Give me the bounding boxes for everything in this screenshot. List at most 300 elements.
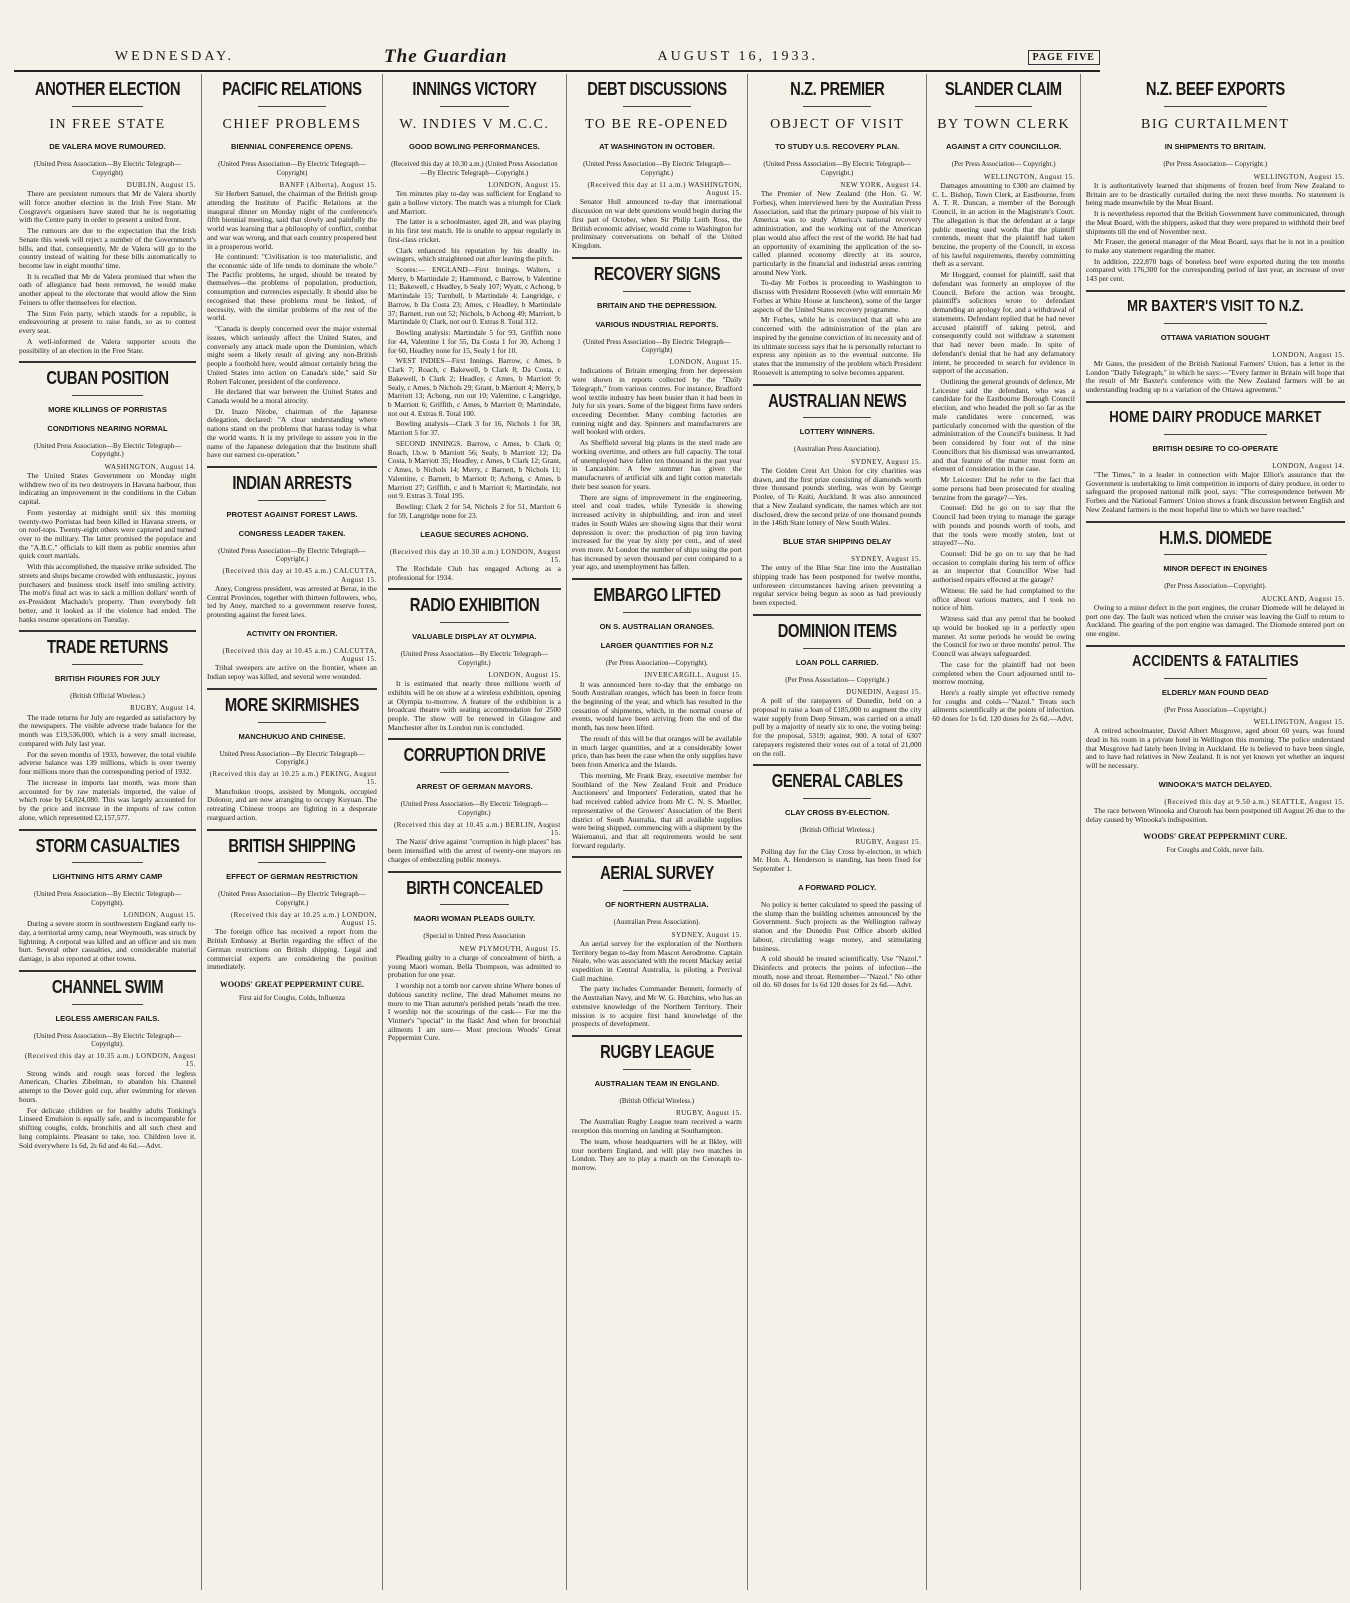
headline-rule xyxy=(72,1004,143,1005)
headline-rule xyxy=(258,106,326,107)
news-column xyxy=(14,74,202,1590)
story-section-paragraph: The entry of the Blue Star line into the Australian shipping trade has been postponed for twelve months, unforeseen circumstances having arisen preventing a regular service being begun as soon as had previously been expected. xyxy=(752,563,922,608)
story-paragraph: Bowling: Clark 2 for 54, Nichols 2 for 51, Marriott 6 for 59, Langridge none for 23. xyxy=(387,502,561,520)
story-paragraph: Bowling analysis: Martindale 5 for 93, Griffith none for 44, Valentine 1 for 55, Da Costa 1 for 30, Achong 1 for 60, Headley none for 15, Sealy 1 for 10. xyxy=(387,328,561,355)
story-paragraph: Outlining the general grounds of defence, Mr Leicester said the defendant, who was a candidate for the Eastbourne Borough Council election, and who headed the poll so far as the male candidates were concerned, was particularly concerned with the question of the administration of the Council's business. It had been considered by four out of the nine Councillors that his dismissal was unwarranted, and that feature of the matter must form an element of consideration in the case. xyxy=(932,377,1075,474)
story-headline: INDIAN ARRESTS xyxy=(232,473,352,494)
headline-rule xyxy=(623,890,691,891)
story-paragraph: The case for the plaintiff had not been completed when the Court adjourned until to-morrow morning. xyxy=(932,659,1075,687)
story-paragraph: With this accomplished, the massive strike subsided. The streets and shops became crowded with enthusiastic, joyous purchasers and business stock itself into smiling activity. The mob's final act was to sack a million dollars' worth of ex-President Machado's property. Then everybody felt better, and it looked as if the violence had ended. The banks resume operations on Tuesday. xyxy=(19,562,197,624)
story-dateline: (Received this day at 10.25 a.m.) LONDON, August 15. xyxy=(230,910,377,928)
story-paragraph: Manchukuo troops, assisted by Mongols, occupied Dolonor, and are now arranging to occupy Kuyuan. The retreating Chinese troops are fighting in a desperate rearguard action. xyxy=(207,786,377,822)
story-headline: BRITISH SHIPPING xyxy=(228,835,356,856)
story-paragraph: Mr Gates, the president of the British National Farmers' Union, has a letter in the London "Daily Telegraph," in which he says:—"Every farmer in Britain will hope that the result of Mr Baxter's conference with the New Zealand farmers will be an understanding leading up to a variation of the Ottawa agreement." xyxy=(1085,358,1345,395)
news-story xyxy=(388,80,561,582)
story-credit: (United Press Association—By Electric Telegraph—Copyright.) xyxy=(400,650,549,667)
advertisement-heading: WOODS' GREAT PEPPERMINT CURE. xyxy=(1143,832,1288,842)
story-deck: BRITISH FIGURES FOR JULY xyxy=(54,674,161,684)
story-paragraph: The Golden Crest Art Union for city charities was drawn, and the first prize consisting of diamonds worth three thousand pounds sterling, was won by George Poolee, of Te Kuiti, Auckland. It was also announced that a New Zealand syndicate, the names which are not disclosed, drew the second prize of one thousand pounds in the 146th State lottery of New South Wales. xyxy=(752,465,922,528)
story-paragraph: Pleading guilty to a charge of concealment of birth, a young Maori woman, Bella Thompson, was admitted to probation for one year. xyxy=(387,952,561,980)
story-second-deck: LARGER QUANTITIES FOR N.Z xyxy=(600,641,714,651)
story-dateline: (Received this day at 11 a.m.) WASHINGTON, August 15. xyxy=(587,180,742,198)
story-dateline: SYDNEY, August 15. xyxy=(671,930,742,939)
story-divider xyxy=(1086,290,1345,292)
story-deck: BRITAIN AND THE DEPRESSION. xyxy=(596,300,717,310)
story-dateline: LONDON, August 15. xyxy=(488,180,561,189)
story-credit: (United Press Association—By Electric Telegraph—Copyright.) xyxy=(400,800,549,817)
headline-rule xyxy=(803,798,870,799)
news-story xyxy=(753,764,922,990)
story-divider xyxy=(572,257,742,259)
news-story xyxy=(388,588,561,732)
news-story xyxy=(572,578,742,850)
story-headline: AUSTRALIAN NEWS xyxy=(768,390,907,411)
news-story xyxy=(572,856,742,1029)
story-headline: TRADE RETURNS xyxy=(47,637,168,658)
story-deck: MORE KILLINGS OF PORRISTAS xyxy=(48,405,167,415)
story-credit: (Per Press Association—Copyright). xyxy=(605,659,708,667)
story-credit: (British Official Wireless.) xyxy=(619,1096,695,1105)
headline-rule xyxy=(1164,554,1267,555)
news-column xyxy=(202,74,383,1590)
story-paragraph: An aerial survey for the exploration of the Northern Territory began to-day from Mascot Aerodrome. Captain Neale, who was associated with the recent Mackay aerial expedition in Central Australia, is piloting a Percival Gull machine. xyxy=(571,938,742,983)
story-paragraph: The foreign office has received a report from the British Embassy at Berlin regarding the effect of the German restrictions on British shipping. Legal and commercial experts are considering the position immediately. xyxy=(207,927,377,972)
headline-rule xyxy=(623,291,691,292)
story-headline: ACCIDENTS & FATALITIES xyxy=(1132,652,1299,670)
story-paragraph: "Canada is deeply concerned over the major external issues, which seriously affect the United States, and conversely any attack made upon the Dominion, which might seem a likely result of giving any non-British people a foothold here, would almost certainly bring the United States into action on Canada's side," said Sir Robert Falconer, president of the conference. xyxy=(207,324,377,386)
story-dateline: (Received this day at 10.45 a.m.) CALCUTTA, August 15. xyxy=(222,567,377,584)
story-paragraph: The team, whose headquarters will be at Ilkley, will tour northern England, and will play two matches in London. They are to play a match on the Cenotaph to-morrow. xyxy=(571,1136,742,1173)
story-dateline: AUCKLAND, August 15. xyxy=(1261,594,1345,603)
story-credit: (Australian Press Association). xyxy=(613,918,701,927)
story-deck: IN SHIPMENTS TO BRITAIN. xyxy=(1164,142,1266,152)
story-divider xyxy=(388,588,561,590)
story-credit: (United Press Association—By Electric Telegraph—Copyright.) xyxy=(33,442,182,459)
story-headline: GENERAL CABLES xyxy=(771,771,903,792)
news-story xyxy=(19,80,196,355)
story-paragraph: A well-informed de Valera supporter scouts the possibility of an election in the Free State. xyxy=(19,336,197,355)
story-credit: (Per Press Association—Copyright.) xyxy=(1164,705,1267,714)
news-story xyxy=(19,361,196,624)
story-headline: SLANDER CLAIM xyxy=(945,79,1063,99)
story-divider xyxy=(753,384,922,386)
story-dateline: (Received this day at 10.35 a.m.) LONDON, August 15. xyxy=(24,1052,197,1069)
story-divider xyxy=(572,856,742,858)
story-deck: ELDERLY MAN FOUND DEAD xyxy=(1161,687,1269,697)
headline-rule xyxy=(72,395,143,396)
news-story xyxy=(19,829,196,964)
news-column xyxy=(1081,74,1350,1590)
story-dateline: RUGBY, August 14. xyxy=(130,704,197,713)
story-paragraph: WEST INDIES—First Innings. Barrow, c Ames, b Clark 7; Roach, c Bakewell, b Clark 8; Da Costa, c Bakewell, b Clark 2; Headley, c Ames, b Marriott 9; Sealy, c Ames, b Nichols 29; Grant, b Marriott 4; Merry, b Marriott 13; Achong, run out 10; Valentine, c Langridge, b Marriott 6; Griffith, c Ames, b Marriott 0; Martindale, not out 4. Extras 8. Total 100. xyxy=(387,356,561,418)
story-dateline: WELLINGTON, August 15. xyxy=(1253,172,1345,181)
story-paragraph: I worship not a tomb nor carven shrine Where bones of dubious sanctity recline, The dead Mahomet means no more to me Than autumn's perished petals 'neath the tree. I worship not the scourings of the cask— For me the Vintner's "special" in the flask! And when for bronchial ailments I am sure— Most precious Woods' Great Peppermint Cure. xyxy=(387,981,561,1043)
news-story xyxy=(1086,401,1345,515)
headline-rule xyxy=(72,664,143,665)
news-story xyxy=(207,80,377,460)
masthead-day: WEDNESDAY. xyxy=(114,49,234,64)
story-section-dateline: (Received this day at 10.30 a.m.) LONDON, August 15. xyxy=(389,547,561,564)
story-deck: MINOR DEFECT IN ENGINES xyxy=(1163,564,1268,574)
story-section-deck: ACTIVITY ON FRONTIER. xyxy=(246,628,338,638)
story-paragraph: Counsel: Did he go on to say that he had occasion to complain during his term of office as an inspector that Councillor Wise had authorised repairs effected at the garage? xyxy=(932,548,1075,585)
story-divider xyxy=(753,614,922,616)
story-headline: CUBAN POSITION xyxy=(46,368,169,389)
headline-rule xyxy=(258,862,326,863)
story-paragraph: Witness said that any petrol that he booked up would be booked up in a perfectly open manner. At some periods he would be owing the Council for two or three months' petrol. The Council was always safeguarded. xyxy=(932,614,1075,659)
news-column xyxy=(567,74,748,1590)
story-paragraph: For delicate children or for healthy adults Tonking's Linseed Emulsion is equally safe, and is incomparable for shifting coughs, colds, bronchitis and all such chest and lung complaints. Pleasant to take, too. Children love it. Sold everywhere 1s 6d, 2s 6d and 4s 6d.—Advt. xyxy=(19,1105,197,1150)
story-paragraph: Counsel: Did he go on to say that the Council had been trying to manage the garage with pounds and pounds worth of tools, and that the tools were mostly stolen, lost or strayed?—No. xyxy=(932,503,1075,548)
story-paragraph: It was announced here to-day that the embargo on South Australian oranges, which has been in force from the beginning of the year, and which has resulted in the cessation of shipments, which, in the normal course of events, would have been arriving from the end of the month, has now been lifted. xyxy=(571,679,742,733)
story-deck: PROTEST AGAINST FOREST LAWS. xyxy=(226,510,358,520)
story-subheadline: CHIEF PROBLEMS xyxy=(222,116,362,132)
story-section-paragraph: The Rochdale Club has engaged Achong as a professional for 1934. xyxy=(387,564,561,582)
story-dateline: WASHINGTON, August 14. xyxy=(104,462,197,471)
story-dateline: (Received this day at 10.25 a.m.) PEKING, August 15. xyxy=(209,770,377,787)
news-story xyxy=(753,384,922,608)
story-headline: RECOVERY SIGNS xyxy=(593,263,721,284)
story-paragraph: A poll of the ratepayers of Dunedin, held on a proposal to raise a loan of £185,000 to augment the city water supply from Deep Stream, was carried on a small poll by a majority of nearly six to one, the voting being: for the proposal, 5319; against, 900. A total of 6307 ratepayers registered their votes out of a total of 21,000 on the roll. xyxy=(752,696,922,758)
story-paragraph: During a severe storm in southwestern England early to-day, a territorial army camp, near Weymouth, was struck by lightning. A corporal was killed and an officer and six men hurt. Several other casualties, and considerable material damage, is also reported at other towns. xyxy=(19,919,197,964)
story-deck: CLAY CROSS BY-ELECTION. xyxy=(785,808,890,818)
story-headline: H.M.S. DIOMEDE xyxy=(1159,527,1272,548)
advertisement-text: First aid for Coughs, Colds, Influenza xyxy=(238,993,345,1002)
story-deck: EFFECT OF GERMAN RESTRICTION xyxy=(226,872,358,882)
story-divider xyxy=(19,361,196,363)
news-story xyxy=(572,257,742,572)
story-divider xyxy=(572,1035,742,1037)
story-section-deck: WINOOKA'S MATCH DELAYED. xyxy=(1158,779,1272,789)
story-divider xyxy=(388,871,561,873)
story-section-dateline: SYDNEY, August 15. xyxy=(851,554,922,563)
story-second-deck: CONDITIONS NEARING NORMAL xyxy=(47,424,168,434)
story-deck: OF NORTHERN AUSTRALIA. xyxy=(605,900,709,910)
story-headline: HOME DAIRY PRODUCE MARKET xyxy=(1109,408,1322,426)
story-paragraph: The latter is a schoolmaster, aged 28, and was playing in his first test match. He is unable to appear regularly in first-class cricket. xyxy=(387,217,561,244)
headline-rule xyxy=(1164,678,1267,679)
headline-rule xyxy=(975,106,1032,107)
story-paragraph: Owing to a minor defect in the port engines, the cruiser Diomede will be delayed in port one day. The fault was noticed when the cruiser was leaving the Gulf to return to Auckland. The gearing of the port engine was damaged. The Diomede entered port on one engine. xyxy=(1085,602,1345,639)
story-paragraph: He declared that war between the United States and Canada would be a moral atrocity. xyxy=(207,387,377,405)
headline-rule xyxy=(258,722,326,723)
story-headline: AERIAL SURVEY xyxy=(599,863,714,884)
masthead xyxy=(14,44,1100,72)
story-section-dateline: (Received this day at 9.50 a.m.) SEATTLE, August 15. xyxy=(1164,797,1345,806)
story-dateline: RUGBY, August 15. xyxy=(675,1109,742,1118)
headline-rule xyxy=(803,106,870,107)
story-divider xyxy=(207,829,377,831)
story-headline: BIRTH CONCEALED xyxy=(406,877,543,898)
story-paragraph: The Sinn Fein party, which stands for a republic, is endeavouring at present to raise funds, so as to contest every seat. xyxy=(19,308,197,336)
story-paragraph: Aney, Congress president, was arrested at Berar, in the Central Provinces, together with thirteen followers, who, led by Aney, marched to a government reserve forest, protesting against the forest laws. xyxy=(207,583,377,620)
story-second-deck: CONGRESS LEADER TAKEN. xyxy=(238,528,346,538)
story-dateline: LONDON, August 15. xyxy=(123,910,197,919)
story-deck: LIGHTNING HITS ARMY CAMP xyxy=(52,872,163,882)
story-paragraph: It is recalled that Mr de Valera promised that when the oath of allegiance had been removed, he would make another appeal to the electorate that would allow the Sinn Feiners to offer themselves for election. xyxy=(19,271,197,307)
news-columns xyxy=(14,74,1345,1590)
story-credit: (United Press Association—By Electric Telegraph—Copyright.) xyxy=(763,160,911,177)
headline-rule xyxy=(72,862,143,863)
story-paragraph: He continued: "Civilisation is too materialistic, and the economic side of life tends to dominate the whole." The Pacific problems, he urged, should be treated by themselves—the problems of population, production, consumption and currencies especially. It should also be recognised that these problems must be linked, of necessity, with the similar problems of the rest of the world. xyxy=(207,252,377,323)
story-section-deck: A FORWARD POLICY. xyxy=(798,882,877,892)
news-story xyxy=(572,1035,742,1173)
story-divider xyxy=(19,630,196,632)
story-dateline: LONDON, August 15. xyxy=(1272,350,1345,359)
story-dateline: BANFF (Alberta), August 15. xyxy=(279,180,377,189)
story-paragraph: Witness: He said he had complained to the office about various matters, and I took no notice of him. xyxy=(932,585,1075,613)
story-paragraph: The Australian Rugby League team received a warm reception this morning on landing at Southampton. xyxy=(571,1117,742,1136)
news-story xyxy=(932,80,1075,724)
story-paragraph: Dr. Inazo Nitobe, chairman of the Japanese delegation, declared: "A clear understanding where nations stand on the problems that harass today is what the world wants. It is my privilege to assure you in the name of the Japanese delegation that the Institute shall have our earnest co-operation." xyxy=(207,406,377,460)
story-paragraph: Damages amounting to £300 are claimed by C. L. Bishop, Town Clerk, at Eastbourne, from A. T. R. Duncan, a member of the Borough Council, in an action in the Magistrate's Court. The allegation is that the defendant at a large public meeting used words that the plaintiff contends, meant that the plaintiff had taken benzine, the property of the Council, in excess of his lawful requirements, thereby committing theft as a servant. xyxy=(932,180,1075,269)
story-section-paragraph: Tribal sweepers are active on the frontier, where an Indian sepoy was killed, and several were wounded. xyxy=(207,663,377,682)
story-section-paragraph: No policy is better calculated to speed the passing of the slump than the building schemes announced by the Government. Such projects as the Wellington railway station and the Dunedin Post Office absorb skilled labour, circulating wage money, and stimulating business. xyxy=(752,899,922,953)
story-deck: MAORI WOMAN PLEADS GUILTY. xyxy=(413,914,536,924)
news-column xyxy=(927,74,1081,1590)
news-story xyxy=(207,466,377,682)
story-divider xyxy=(572,578,742,580)
story-credit: (Received this day at 10.30 a.m.) (United Press Association—By Electric Telegraph—Copyright.) xyxy=(391,160,558,177)
news-story xyxy=(388,871,561,1044)
story-paragraph: Polling day for the Clay Cross by-election, in which Mr. Hon. A. Henderson is standing, has been fixed for September 1. xyxy=(752,846,922,874)
story-paragraph: Mr Fraser, the general manager of the Meat Board, says that he is not in a position to make any statement regarding the matter. xyxy=(1085,237,1345,255)
news-column xyxy=(748,74,928,1590)
story-headline: MR BAXTER'S VISIT TO N.Z. xyxy=(1127,297,1304,315)
story-divider xyxy=(1086,521,1345,523)
story-credit: (United Press Association—By Electric Telegraph—Copyright). xyxy=(33,890,182,907)
news-story xyxy=(1086,80,1345,284)
story-dateline: DUNEDIN, August 15. xyxy=(846,687,922,696)
story-paragraph: As Sheffield several big plants in the steel trade are working overtime, and others are full capacity. The total of unemployed have fallen ten thousand in the past year in Lancashire. A few summer has given the manufacturers of artificial silk and light cotton materials their best season for years. xyxy=(571,438,742,491)
story-dateline: NEW PLYMOUTH, August 15. xyxy=(459,944,561,953)
headline-rule xyxy=(1164,106,1267,107)
story-deck: VALUABLE DISPLAY AT OLYMPIA. xyxy=(412,632,537,642)
headline-rule xyxy=(440,904,509,905)
story-paragraph: Ten minutes play to-day was sufficient for England to gain a hollow victory. The match was a triumph for Clark and Marriott. xyxy=(387,189,561,216)
news-story xyxy=(1086,521,1345,639)
news-story xyxy=(753,80,922,378)
story-credit: (United Press Association—By Electric Telegraph—Copyright.) xyxy=(583,160,731,177)
story-paragraph: The Premier of New Zealand (the Hon. G. W. Forbes), when interviewed here by the Australian Press Association, said that the primary purpose of his visit to America was to study America's national recovery administration, and the working out of the American plan would also affect the rest of the world. He had had an opportunity of examining the application of the so-called planned economy directly at its source, particularly in the financial and industrial areas centring around New York. xyxy=(752,189,922,277)
story-deck: BIENNIAL CONFERENCE OPENS. xyxy=(231,142,353,152)
story-paragraph: This morning, Mr Frank Bray, executive member for Southland of the New Zealand Fruit and Produce Auctioneers' and Importers' Federation, stated that he had received cabled advice from Mr C. N. S. Mueller, representative of the Growers' Association of the Berri district of South Australia, that all available supplies were being shipped, commencing with a shipment by the Waiemanui, and that all requirements would be sent forward regularly. xyxy=(571,770,742,850)
story-headline: DEBT DISCUSSIONS xyxy=(587,79,727,99)
story-headline: DOMINION ITEMS xyxy=(777,620,897,641)
headline-rule xyxy=(623,106,691,107)
story-paragraph: Sir Herbert Samuel, the chairman of the British group attending the Institute of Pacific Relations at the inaugural dinner on Monday night of the conference's fifth biennial meeting, said that slowly and painfully the world was learning that a philosophy of conflict, combat and war was wrong, and that each country prospered best in a prosperous world. xyxy=(207,189,377,251)
story-credit: (Per Press Association— Copyright.) xyxy=(1163,160,1268,169)
story-subheadline: BIG CURTAILMENT xyxy=(1141,116,1290,132)
story-section-dateline: (Received this day at 10.45 a.m.) CALCUTTA, August 15. xyxy=(222,646,377,664)
story-credit: (United Press Association—By Electric Telegraph—Copyright.) xyxy=(218,890,366,907)
story-headline: MORE SKIRMISHES xyxy=(224,694,359,715)
story-subheadline: OBJECT OF VISIT xyxy=(770,116,905,132)
story-paragraph: Mr Hoggard, counsel for plaintiff, said that defendant was formerly an employee of the Council. Before the action was brought, plaintiff's solicitors wrote to defendant demanding an apology for, and a withdrawal of statements. Defendant replied that he had never accused plaintiff of taking petrol, and consequently could not withdraw a statement that had never been made. In spite of defendant's denial that he had any defamatory intent, he proceeded to search for evidence in support of the accusation. xyxy=(932,270,1075,376)
headline-rule xyxy=(72,106,143,107)
story-divider xyxy=(207,466,377,468)
story-paragraph: The result of this will be that oranges will be available in much larger quantities, and at a considerably lower price, than has been the case when the only supplies have been from America and the Islands. xyxy=(571,733,742,770)
story-subheadline: BY TOWN CLERK xyxy=(937,116,1071,132)
headline-rule xyxy=(1164,323,1267,324)
news-column xyxy=(383,74,567,1590)
advertisement-heading: WOODS' GREAT PEPPERMINT CURE. xyxy=(219,980,364,990)
story-paragraph: Senator Hull announced to-day that international discussion on war debt questions would begin during the first part of October, when Sir Philip Leith Ross, the British economic adviser, would come to Washington for preliminary conversations on behalf of the United Kingdom. xyxy=(571,197,742,251)
story-subheadline: IN FREE STATE xyxy=(49,116,166,132)
story-divider xyxy=(19,829,196,831)
story-paragraph: Here's a really simple yet effective remedy for coughs and colds—"Nazol." Treats such ailments scientifically at the points of infection. 60 doses for 1s 6d. 120 doses for 2s 6d.—Advt. xyxy=(932,687,1075,724)
story-headline: RADIO EXHIBITION xyxy=(409,595,540,616)
story-paragraph: Scores:— ENGLAND—First Innings. Walters, c Merry, b Martindale 2; Hammond, c Barrow, b Valentine 11; Bakewell, c Headley, b Sealy 107; Wyatt, c Achong, b Martindale 15; Turnbull, b Martindale 4; Langridge, c Barrow, b Da Costa 23; Ames, c Headley, b Martindale 37; Barnett, run out 52; Nichols, b Achong 49; Marriott, b Martindale 0; Clark, not out 0. Extras 8. Total 312. xyxy=(387,264,561,327)
story-paragraph: The increase in imports last month, was more than accounted for by raw materials imported, the value of which rose by £4,024,080. This was largely accounted for by the price and increase in the imports of raw cotton alone, which represented £2,157,577. xyxy=(19,777,197,822)
headline-rule xyxy=(440,106,509,107)
story-paragraph: The United States Government on Monday night withdrew two of its two destroyers in Havana harbour, thus indicating an improvement in the conditions in the Cuban capital. xyxy=(19,470,197,507)
story-divider xyxy=(207,688,377,690)
story-dateline: NEW YORK, August 14. xyxy=(840,180,922,189)
story-divider xyxy=(388,738,561,740)
story-credit: (United Press Association—By Electric Telegraph—Copyright) xyxy=(33,160,182,177)
news-story xyxy=(19,630,196,822)
story-credit: (Per Press Association—Copyright). xyxy=(1164,582,1267,591)
headline-rule xyxy=(803,417,870,418)
headline-rule xyxy=(440,772,509,773)
story-headline: CORRUPTION DRIVE xyxy=(403,745,546,766)
story-credit: (Australian Press Association). xyxy=(793,445,881,454)
story-section-deck: BLUE STAR SHIPPING DELAY xyxy=(782,537,892,547)
news-story xyxy=(753,614,922,758)
story-section-paragraph: The race between Winooka and Ourouh has been postponed till August 26 due to the delay caused by Winooka's indisposition. xyxy=(1085,805,1345,824)
story-deck: AUSTRALIAN TEAM IN ENGLAND. xyxy=(594,1079,720,1089)
story-credit: (Special to United Press Association xyxy=(423,932,526,941)
story-dateline: LONDON, August 14. xyxy=(1272,461,1345,470)
story-paragraph: Clark enhanced his reputation by his deadly in-swingers, which straightened out after leaving the pitch. xyxy=(387,245,561,264)
story-paragraph: Mr Forbes, while he is convinced that all who are concerned with the administration of the plan are inspired by the genuine conviction of its necessity and of its ultimate success says that he is personally reluctant to express any opinion as to the eventual outcome. He states that the immensity of the problem which President Roosevelt is attempting to solve becomes apparent. xyxy=(752,315,922,377)
story-divider xyxy=(1086,645,1345,647)
story-credit: (British Official Wireless.) xyxy=(70,692,145,701)
story-credit: United Press Association—By Electric Telegraph—Copyright.) xyxy=(219,749,365,766)
story-paragraph: The trade returns for July are regarded as satisfactory by the newspapers. The visible adverse trade balance for the month was £19,536,000, which is a very small increase, compared with July last year. xyxy=(19,712,197,748)
news-story xyxy=(572,80,742,251)
masthead-date: AUGUST 16, 1933. xyxy=(657,49,819,64)
story-headline: ANOTHER ELECTION xyxy=(34,79,181,99)
story-paragraph: For the seven months of 1933, however, the total visible adverse balance was 139 millions, which is over twenty four millions more than the corresponding period of 1932. xyxy=(19,749,197,777)
story-headline: INNINGS VICTORY xyxy=(412,79,537,99)
story-paragraph: There are signs of improvement in the engineering, steel and coal trades, while Tyneside is showing increased activity in shipbuilding, and iron and steel trades in South Wales are showing signs that their worst depression is over: the production of pig iron having increased for the year by sixty per cent., and of steel even more. At London the number of ships using the port has increased by seven thousand per cent compared to a year ago, and unemployment has fallen. xyxy=(571,492,742,572)
story-divider xyxy=(19,970,196,972)
news-story xyxy=(1086,645,1345,854)
story-deck: GOOD BOWLING PERFORMANCES. xyxy=(408,142,540,152)
story-headline: STORM CASUALTIES xyxy=(35,835,180,856)
story-headline: CHANNEL SWIM xyxy=(51,976,164,997)
masthead-paper-name: The Guardian xyxy=(384,46,508,67)
story-divider xyxy=(1086,401,1345,403)
story-deck: OTTAWA VARIATION SOUGHT xyxy=(1160,332,1270,342)
story-headline: EMBARGO LIFTED xyxy=(593,585,721,606)
story-deck: AGAINST A CITY COUNCILLOR. xyxy=(946,142,1062,152)
story-paragraph: Indications of Britain emerging from her depression were shown in reports collected by the "Daily Telegraph," from various centres. For instance, Bradford wool textile industry has been busier than it had been in July for six years. Some of the biggest firms have orders exceeding December. Many combing factories are running night and day. Spinners and manufacturers are well booked with orders. xyxy=(571,366,742,437)
story-paragraph: The rumours are due to the expectation that the Irish Senate this week will reject a number of the Government's bills, and that, consequently, Mr de Valera will go to the country instead of waiting for these bills automatically to become law in eight months' time. xyxy=(19,226,197,270)
story-dateline: LONDON, August 15. xyxy=(669,358,742,367)
story-section-deck: LEAGUE SECURES ACHONG. xyxy=(420,529,529,539)
masthead-page-number: PAGE FIVE xyxy=(1028,50,1100,65)
story-deck: BRITISH DESIRE TO CO-OPERATE xyxy=(1152,443,1278,453)
story-deck: DE VALERA MOVE RUMOURED. xyxy=(49,142,166,152)
headline-rule xyxy=(623,612,691,613)
news-story xyxy=(207,829,377,1002)
story-credit: (Per Press Association— Copyright.) xyxy=(785,675,890,684)
story-headline: RUGBY LEAGUE xyxy=(600,1042,714,1063)
headline-rule xyxy=(623,1069,691,1070)
story-section-paragraph: A cold should be treated scientifically. Use "Nazol." Disinfects and protects the points of infection—the mouth, nose and throat. Remember—"Nazol." No other oil do. 60 doses for 1s 6d 120 doses for 2s 6d.—Advt. xyxy=(752,954,922,990)
story-second-deck: VARIOUS INDUSTRIAL REPORTS. xyxy=(595,319,719,329)
story-credit: (United Press Association—By Electric Telegraph—Copyright). xyxy=(33,1031,182,1048)
story-credit: (United Press Association—By Electric Telegraph—Copyright.) xyxy=(218,546,366,564)
story-deck: MANCHUKUO AND CHINESE. xyxy=(238,731,346,741)
story-subheadline: TO BE RE-OPENED xyxy=(585,116,729,132)
story-paragraph: The Nazis' drive against "corruption in high places" has been intensified with the arrest of twenty-one mayors on charges of embezzling public moneys. xyxy=(387,837,561,864)
story-paragraph: Strong winds and rough seas forced the legless American, Charles Zibelman, to abandon his Channel attempt to the Dover gold cup, after swimming for eleven hours. xyxy=(19,1068,197,1104)
story-credit: (British Official Wireless.) xyxy=(799,826,875,835)
story-subheadline: W. INDIES V M.C.C. xyxy=(399,116,550,132)
story-divider xyxy=(753,764,922,766)
headline-rule xyxy=(1164,434,1267,435)
story-paragraph: In addition, 222,870 bags of boneless beef were exported during the ten months compared with 176,300 for the corresponding period of last year, an increase of over 143 per cent. xyxy=(1085,256,1345,284)
story-paragraph: From yesterday at midnight until six this morning twenty-two Porristas had been killed in Havana streets, or on roof-tops. Twenty-eight others were captured and turned over to the military. The latter promised the populace and the "A.B.C." officials to kill them as public enemies after quick court martials. xyxy=(19,507,197,561)
story-dateline: (Received this day at 10.45 a.m.) BERLIN, August 15. xyxy=(393,820,561,838)
story-deck: LOAN POLL CARRIED. xyxy=(795,657,879,667)
headline-rule xyxy=(258,500,326,501)
story-paragraph: It is nevertheless reported that the British Government have communicated, through the Meat Board, with the shippers, asked that they were prepared to withhold their beef shipments till the end of November next. xyxy=(1085,209,1345,236)
story-paragraph: SECOND INNINGS. Barrow, c Ames, b Clark 0; Roach, l.b.w. b Marriott 56; Sealy, b Marriott 12; Da Costa, b Marriott 35; Headley, c Ames, b Clark 12; Grant, c Ames, b Nichols 14; Merry, c Barnett, b Nichols 11; Valentine, c Barnett, b Marriott 0; Achong, c Ames, b Marriott 27; Griffith, c and b Marriott 6; Martindale, not out 9. Extras 3. Total 195. xyxy=(387,438,561,501)
news-story xyxy=(1086,290,1345,395)
story-paragraph: The party includes Commander Bennett, formerly of the Australian Navy, and Mr W. G. Hutchins, who has an extensive knowledge of the Northern Territory. Their mission is to acquire first hand knowledge of the prospects of development. xyxy=(571,984,742,1029)
news-story xyxy=(19,970,196,1150)
story-headline: N.Z. BEEF EXPORTS xyxy=(1145,79,1285,99)
story-dateline: SYDNEY, August 15. xyxy=(851,457,922,466)
story-deck: ON S. AUSTRALIAN ORANGES. xyxy=(599,622,715,632)
advertisement-text: For Coughs and Colds, never fails. xyxy=(1166,845,1264,854)
story-dateline: INVERCARGILL, August 15. xyxy=(644,671,742,680)
story-paragraph: To-day Mr Forbes is proceeding to Washington to discuss with President Roosevelt (who will entertain Mr Forbes at White House at luncheon), some of the larger aspects of the United States recovery programme. xyxy=(752,278,922,314)
story-deck: TO STUDY U.S. RECOVERY PLAN. xyxy=(775,142,900,152)
story-headline: N.Z. PREMIER xyxy=(789,79,885,99)
story-dateline: LONDON, August 15. xyxy=(488,670,561,679)
story-paragraph: It is estimated that nearly three millions worth of exhibits will be on show at a wireless exhibition, opening at Olympia to-morrow. A feature of the exhibition is a broadcast theatre with seating accommodation for 2500 people. The show will be renewed in Glasgow and Manchester after its London run is concluded. xyxy=(387,679,561,732)
story-deck: ARREST OF GERMAN MAYORS. xyxy=(416,782,533,792)
story-paragraph: Mr Leicester: Did he refer to the fact that some persons had been prosecuted for stealing benzine from the garage?—Yes. xyxy=(932,475,1075,502)
story-dateline: WELLINGTON, August 15. xyxy=(1253,717,1345,726)
story-deck: AT WASHINGTON IN OCTOBER. xyxy=(599,142,715,152)
news-story xyxy=(388,738,561,864)
story-dateline: DUBLIN, August 15. xyxy=(126,180,197,189)
story-paragraph: A retired schoolmaster, David Albert Musgrove, aged about 60 years, was found dead in his room in a private hotel in Wellington this morning. The police understand that Musgrove had lately been living in Auckland. He is believed to have been single, and to have had relatives in New Zealand. It is not yet known yet whether an inquest will be necessary. xyxy=(1085,726,1345,771)
story-deck: LOTTERY WINNERS. xyxy=(799,427,875,437)
story-dateline: RUGBY, August 15. xyxy=(855,838,922,847)
headline-rule xyxy=(440,622,509,623)
story-credit: (Per Press Association— Copyright.) xyxy=(951,160,1056,169)
story-headline: PACIFIC RELATIONS xyxy=(222,79,362,99)
headline-rule xyxy=(803,648,870,649)
story-credit: (United Press Association—By Electric Telegraph—Copyright) xyxy=(218,160,366,177)
story-paragraph: It is authoritatively learned that shipments of frozen beef from New Zealand to Britain are to be drastically curtailed during the next three months. No statement is being made meanwhile by the Meat Board. xyxy=(1085,180,1345,208)
news-story xyxy=(207,688,377,823)
story-deck: LEGLESS AMERICAN FAILS. xyxy=(55,1013,160,1023)
story-credit: (United Press Association—By Electric Telegraph—Copyright) xyxy=(583,337,731,354)
story-paragraph: "The Times," in a leader in connection with Major Elliot's assurance that the Government is undertaking to limit competition in imports of dairy produce, in order to safeguard the proposed national milk pool, says: "The correspondence between Mr Forbes and the National Farmers' Union shows a frank discussion between English and New Zealand farmers is the most hopeful line to which we have reached." xyxy=(1085,469,1345,514)
story-paragraph: Bowling analysis—Clark 3 for 16, Nichols 1 for 38, Marriott 5 for 37. xyxy=(387,419,561,438)
story-dateline: WELLINGTON, August 15. xyxy=(983,172,1075,181)
story-paragraph: There are persistent rumours that Mr de Valera shortly will force another election in the Irish Free State. Mr Cosgrave's organisers have stated that he is negotiating with the Centre party in order to present a united front. xyxy=(19,189,197,225)
